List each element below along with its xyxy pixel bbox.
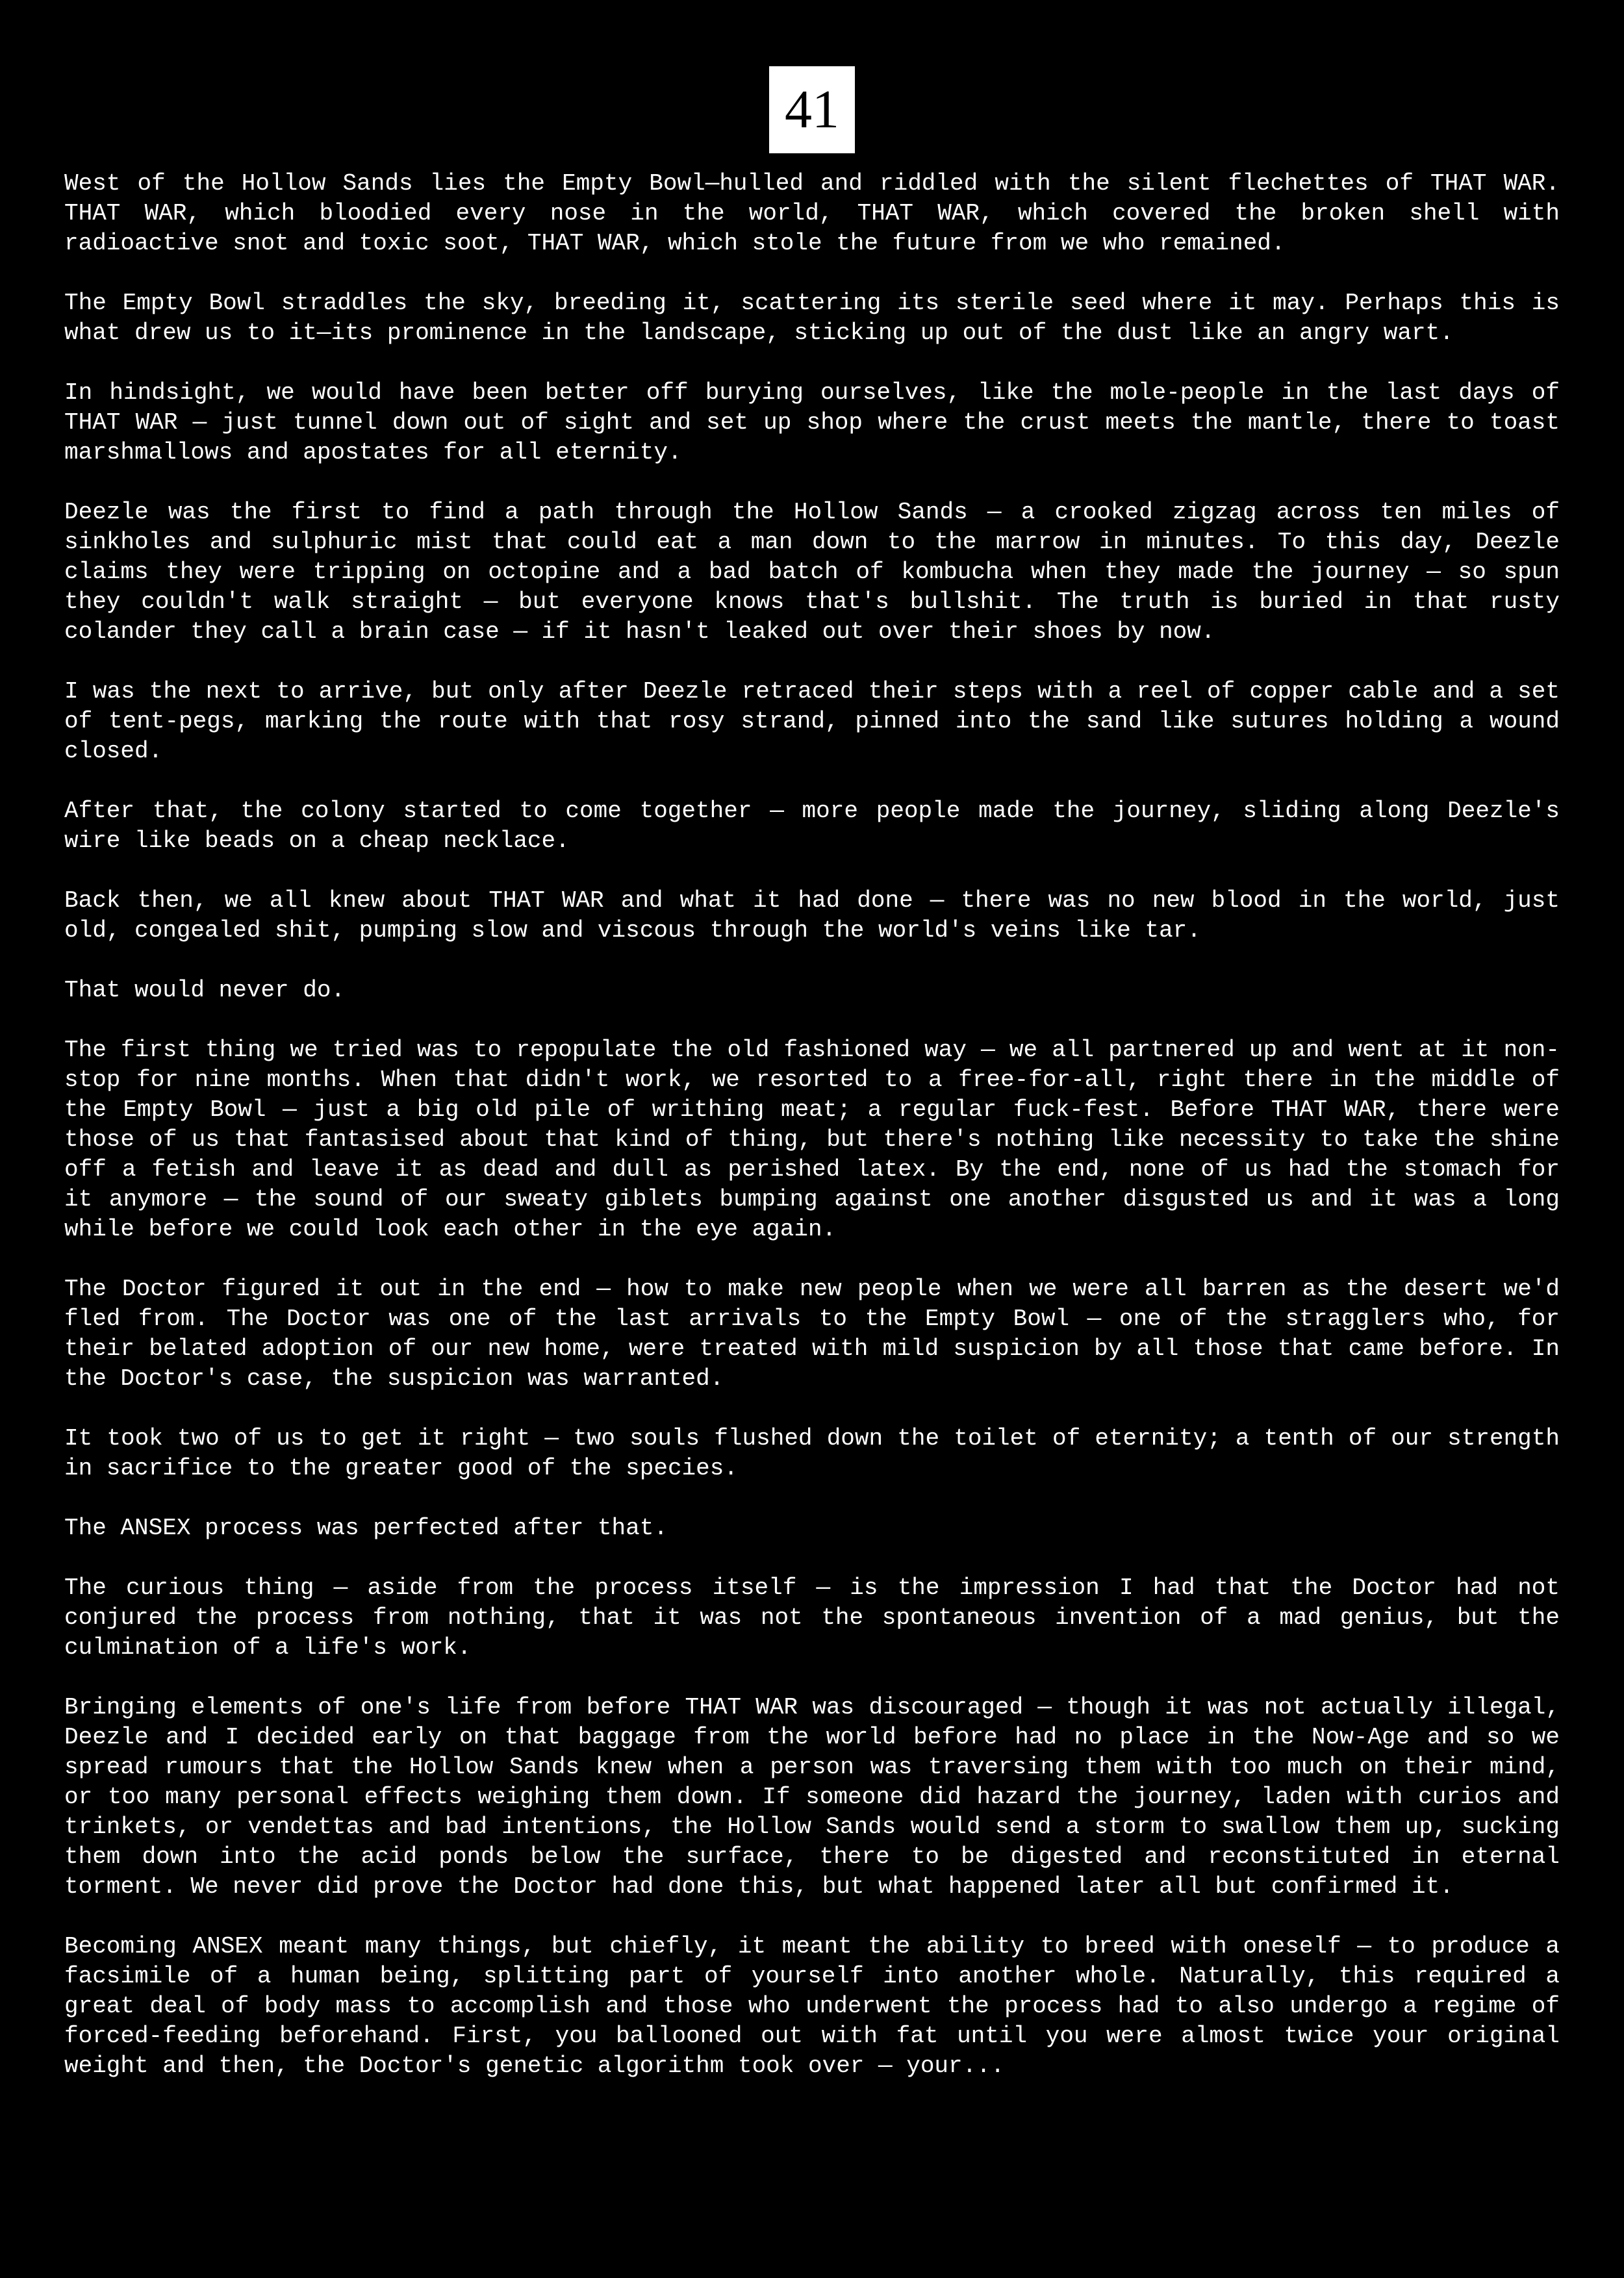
body-text: [64, 169, 1560, 2081]
paragraph: The Doctor figured it out in the end — how to make new people when we were all barren as the desert we'd fled from. The Doctor was one of the last arrivals to the Empty Bowl — one of the stragglers who, for their belated adoption of our new home, were treated with mild suspicion by all those that came before. In the Doctor's case, the suspicion was warranted.: [64, 1276, 1560, 1392]
paragraph: The first thing we tried was to repopulate the old fashioned way — we all partnered up and went at it non-stop for nine months. When that didn't work, we resorted to a free-for-all, right there in the middle of the Empty Bowl — just a big old pile of writhing meat; a regular fuck-fest. Before THAT WAR, there were those of us that fantasised about that kind of thing, but there's nothing like necessity to take the shine off a fetish and leave it as dead and dull as perished latex. By the end, none of us had the stomach for it anymore — the sound of our sweaty giblets bumping against one another disgusted us and it was a long while before we could look each other in the eye again.: [64, 1037, 1560, 1243]
paragraph: West of the Hollow Sands lies the Empty Bowl—hulled and riddled with the silent flechettes of THAT WAR. THAT WAR, which bloodied every nose in the world, THAT WAR, which covered the broken shell with radioactive snot and toxic soot, THAT WAR, which stole the future from we who remained.: [64, 170, 1560, 257]
paragraph: That would never do.: [64, 977, 346, 1004]
paragraph: In hindsight, we would have been better off burying ourselves, like the mole-people in the last days of THAT WAR — just tunnel down out of sight and set up shop where the crust meets the mantle, there to toast marshmallows and apostates for all eternity.: [64, 379, 1560, 466]
paragraph: I was the next to arrive, but only after Deezle retraced their steps with a reel of copper cable and a set of tent-pegs, marking the route with that rosy strand, pinned into the sand like sutures holding a wound closed.: [64, 678, 1560, 765]
paragraph: The Empty Bowl straddles the sky, breeding it, scattering its sterile seed where it may. Perhaps this is what drew us to it—its prominence in the landscape, sticking up out of the dust like an angry wart.: [64, 290, 1560, 346]
paragraph: Bringing elements of one's life from before THAT WAR was discouraged — though it was not actually illegal, Deezle and I decided early on that baggage from the world before had no place in the Now-Age and so we spread rumours that the Hollow Sands knew when a person was traversing them with too much on their mind, or too many personal effects weighing them down. If someone did hazard the journey, laden with curios and trinkets, or vendettas and bad intentions, the Hollow Sands would send a storm to swallow them up, sucking them down into the acid ponds below the surface, there to be digested and reconstituted in eternal torment. We never did prove the Doctor had done this, but what happened later all but confirmed it.: [64, 1694, 1560, 1900]
paragraph: The ANSEX process was perfected after that.: [64, 1515, 668, 1541]
paragraph: Becoming ANSEX meant many things, but chiefly, it meant the ability to breed with oneself — to produce a facsimile of a human being, splitting part of yourself into another whole. Naturally, this required a great deal of body mass to accomplish and those who underwent the process had to also undergo a regime of forced-feeding beforehand. First, you ballooned out with fat until you were almost twice your original weight and then, the Doctor's genetic algorithm took over — your...: [64, 1933, 1560, 2079]
paragraph: Deezle was the first to find a path through the Hollow Sands — a crooked zigzag across ten miles of sinkholes and sulphuric mist that could eat a man down to the marrow in minutes. To this day, Deezle claims they were tripping on octopine and a bad batch of kombucha when they made the journey — so spun they couldn't walk straight — but everyone knows that's bullshit. The truth is buried in that rusty colander they call a brain case — if it hasn't leaked out over their shoes by now.: [64, 499, 1560, 645]
paragraph: It took two of us to get it right — two souls flushed down the toilet of eternity; a tenth of our strength in sacrifice to the greater good of the species.: [64, 1425, 1560, 1482]
paragraph: Back then, we all knew about THAT WAR and what it had done — there was no new blood in the world, just old, congealed shit, pumping slow and viscous through the world's veins like tar.: [64, 887, 1560, 944]
paragraph: The curious thing — aside from the process itself — is the impression I had that the Doctor had not conjured the process from nothing, that it was not the spontaneous invention of a mad genius, but the culmination of a life's work.: [64, 1575, 1560, 1661]
page-number: 41: [769, 66, 855, 153]
paragraph: After that, the colony started to come together — more people made the journey, sliding along Deezle's wire like beads on a cheap necklace.: [64, 798, 1560, 854]
